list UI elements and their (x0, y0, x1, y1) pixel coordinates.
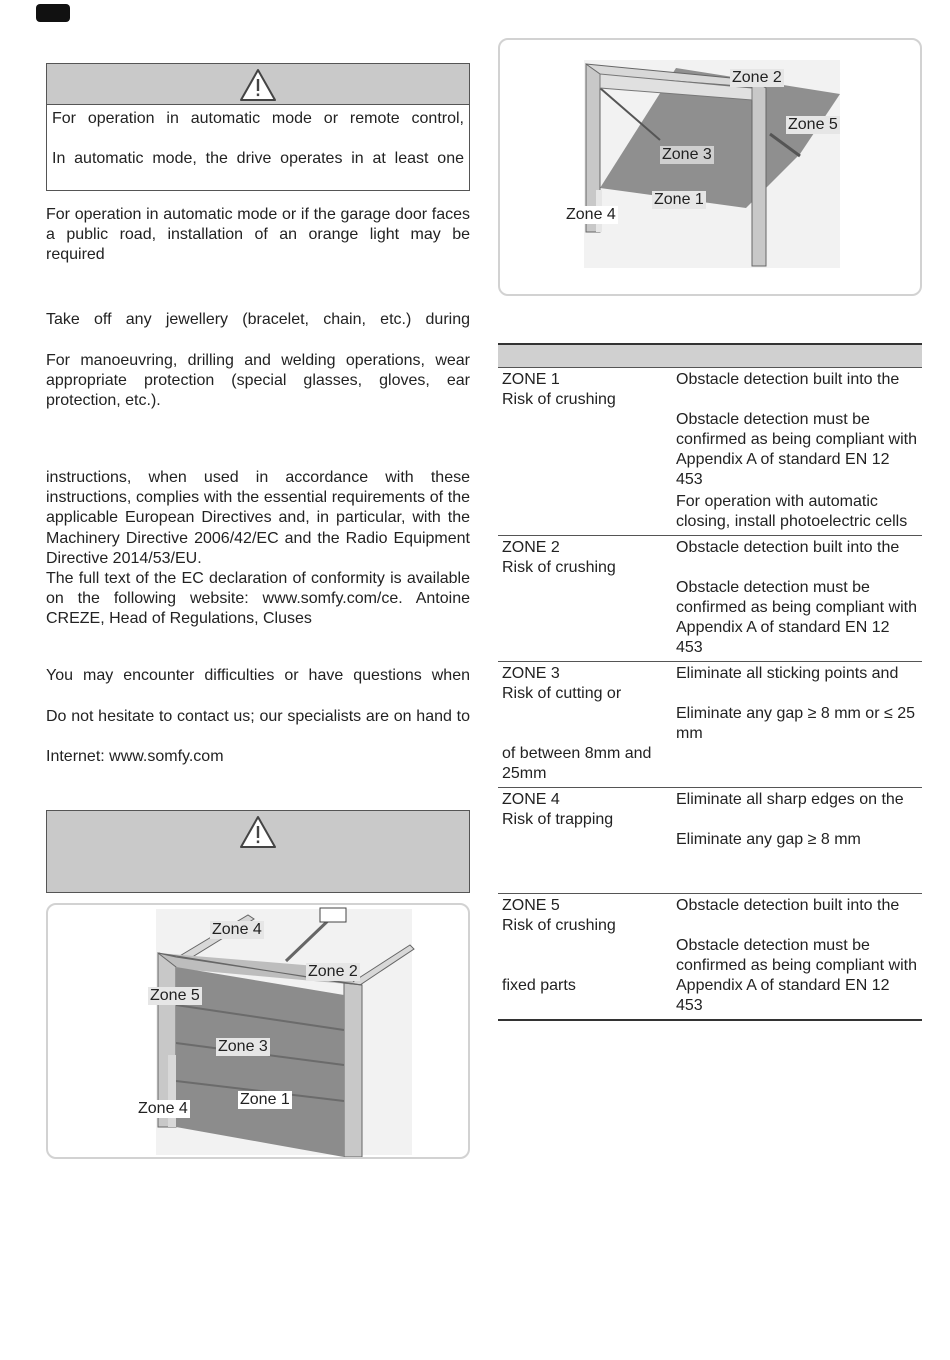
text-line: Do not hesitate to contact us; our specialists are on hand to (46, 707, 470, 725)
solution-text: Obstacle detection built into the (676, 897, 900, 914)
zone-label: Zone 4 (212, 921, 262, 938)
warning-box-operation (46, 63, 470, 191)
protection-paragraph (46, 351, 470, 412)
zone-label: Zone 3 (662, 146, 712, 163)
text-line: applicable European Directives and, in particular, with the (46, 509, 470, 527)
zone-label: Zone 2 (732, 69, 782, 86)
text-line: The full text of the EC declaration of conformity is available (46, 570, 470, 588)
risk-cell (498, 368, 672, 536)
solution-text: Obstacle detection built into the (676, 539, 900, 556)
zone-label: Zone 4 (138, 1100, 188, 1117)
language-tab (36, 4, 70, 22)
up-and-over-door-illustration (500, 40, 920, 294)
text-line: appropriate protection (special glasses, gloves, ear (46, 372, 470, 390)
solution-cell (672, 536, 922, 662)
risk-cell (498, 788, 672, 894)
zone-label: Zone 5 (150, 987, 200, 1004)
solution-text: Obstacle detection must be confirmed as being compliant with Appendix A of standard EN 12 453 (676, 937, 918, 1014)
text-line: instructions, complies with the essential requirements of the (46, 489, 470, 507)
zone-label: Zone 1 (240, 1091, 290, 1108)
zone-label: Zone 4 (566, 206, 616, 223)
text-line: instructions, when used in accordance with these (46, 469, 470, 486)
text-line: Take off any jewellery (bracelet, chain, etc.) during (46, 311, 470, 328)
text-line: For manoeuvring, drilling and welding operations, wear (46, 352, 470, 369)
table-header (498, 344, 922, 368)
warning-header (47, 64, 469, 105)
zone-name: ZONE 2 (502, 539, 560, 556)
table-row (498, 368, 922, 536)
risk-text: Risk of crushing (502, 391, 616, 408)
solution-cell (672, 894, 922, 1021)
text-line: a public road, installation of an orange light may be required (46, 226, 470, 264)
solution-text: Eliminate any gap ≥ 8 mm (676, 831, 861, 848)
zone-name: ZONE 5 (502, 897, 560, 914)
solution-text: Obstacle detection built into the (676, 371, 900, 388)
text-line: Directive 2014/53/EU. (46, 549, 202, 567)
zone-name: ZONE 1 (502, 371, 560, 388)
assistance-paragraph (46, 666, 470, 768)
zone-label: Zone 5 (788, 116, 838, 133)
warning-line-2: In automatic mode, the drive operates in at least one (52, 150, 464, 167)
text-line: protection, etc.). (46, 392, 161, 410)
solution-cell (672, 662, 922, 788)
text-line: CREZE, Head of Regulations, Cluses (46, 610, 312, 628)
warning-triangle-icon (239, 68, 277, 102)
sectional-door-figure (46, 903, 470, 1159)
solution-text: Obstacle detection must be confirmed as being compliant with Appendix A of standard EN 12 453 (676, 579, 918, 656)
up-and-over-door-figure (498, 38, 922, 296)
risk-text: fixed parts (502, 977, 576, 994)
table-row (498, 788, 922, 894)
risk-text: Risk of cutting or (502, 685, 622, 702)
zone-name: ZONE 3 (502, 665, 560, 682)
text-line: Machinery Directive 2006/42/EC and the Radio Equipment (46, 529, 470, 547)
risk-text: Risk of crushing (502, 559, 616, 576)
warning-triangle-icon (239, 815, 277, 849)
table-row (498, 536, 922, 662)
solution-text: Eliminate all sticking points and (676, 665, 899, 682)
solution-text: Obstacle detection must be confirmed as being compliant with Appendix A of standard EN 12 453 (676, 411, 918, 488)
solution-text: Eliminate all sharp edges on the (676, 791, 904, 808)
zone-label: Zone 2 (308, 963, 358, 980)
risk-cell (498, 894, 672, 1021)
risk-text: of between 8mm and 25mm (502, 745, 652, 782)
risk-text: Risk of crushing (502, 917, 616, 934)
jewellery-paragraph (46, 310, 470, 330)
solution-cell (672, 368, 922, 536)
table-row (498, 662, 922, 788)
solution-text: Eliminate any gap ≥ 8 mm or ≤ 25 mm (676, 705, 915, 742)
risk-cell (498, 662, 672, 788)
conformity-paragraph (46, 468, 470, 630)
solution-cell (672, 788, 922, 894)
table-row (498, 894, 922, 1021)
website-text: Internet: www.somfy.com (46, 748, 224, 766)
risk-cell (498, 536, 672, 662)
sectional-door-illustration (48, 905, 468, 1157)
risk-zones-table (498, 343, 922, 1021)
zone-label: Zone 1 (654, 191, 704, 208)
warning-line-1: For operation in automatic mode or remote control, (52, 110, 464, 127)
text-line: on the following website: www.somfy.com/ce. Antoine (46, 590, 470, 608)
warning-box-zones (46, 810, 470, 893)
text-line: For operation in automatic mode or if the garage door faces (46, 206, 470, 223)
text-line: You may encounter difficulties or have questions when (46, 667, 470, 684)
solution-text: For operation with automatic closing, install photoelectric cells (676, 493, 908, 530)
zone-label: Zone 3 (218, 1038, 268, 1055)
zone-name: ZONE 4 (502, 791, 560, 808)
risk-text: Risk of trapping (502, 811, 614, 828)
orange-light-paragraph (46, 205, 470, 266)
